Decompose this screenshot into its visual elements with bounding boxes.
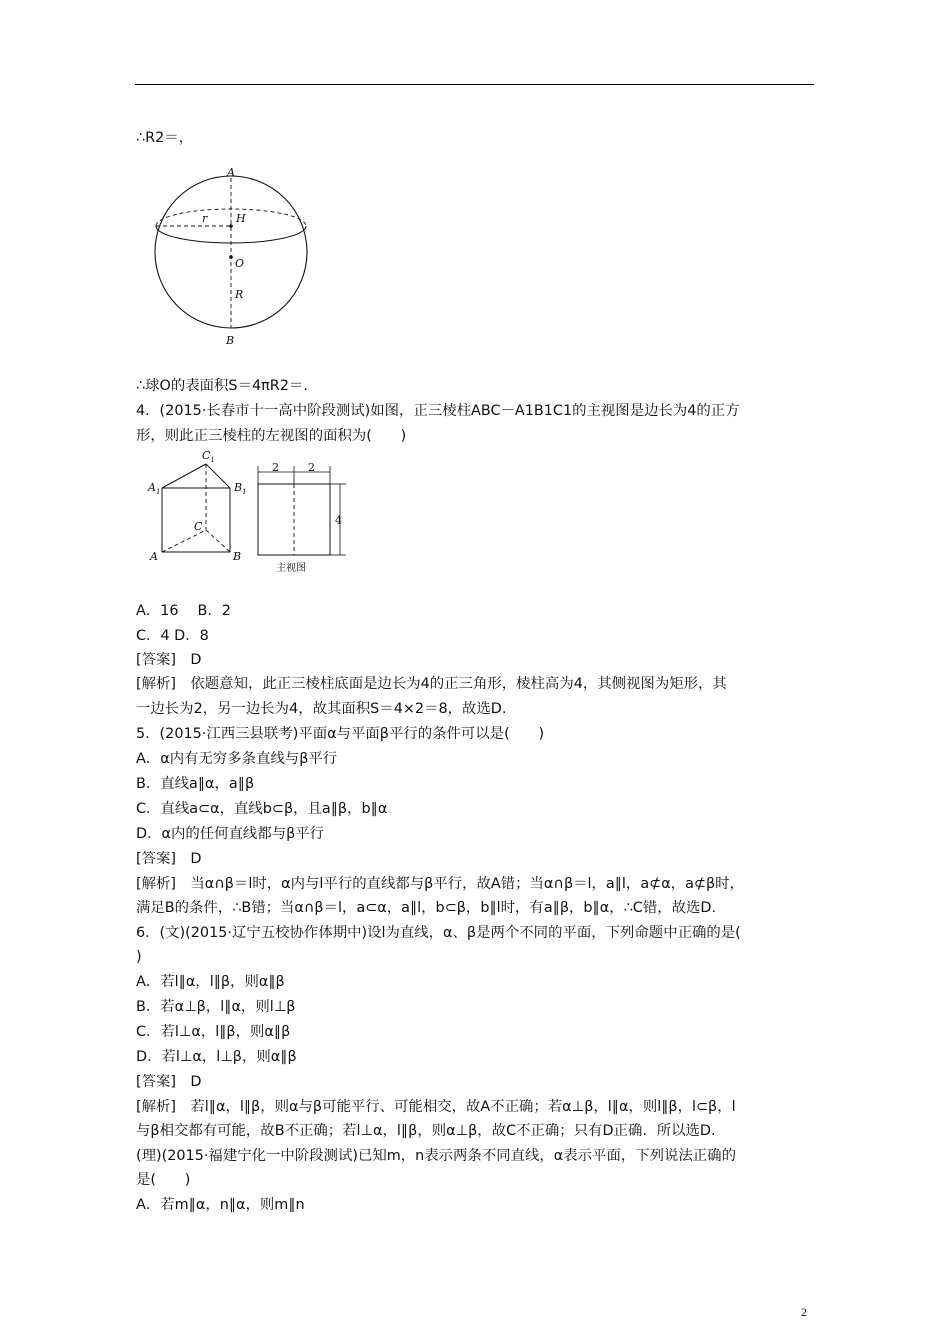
text-line: 5．(2015·江西三县联考)平面α与平面β平行的条件可以是( ) <box>136 726 545 742</box>
dim-height: 4 <box>335 514 342 527</box>
text-line: A．若m∥α，n∥α，则m∥n <box>136 1197 305 1213</box>
text-line: A．16 B．2 <box>136 603 231 619</box>
label-R: R <box>235 288 244 301</box>
dim-left: 2 <box>272 461 279 474</box>
text-line: (理)(2015·福建宁化一中阶段测试)已知m，n表示两条不同直线，α表示平面，下列说法正确的 <box>136 1148 736 1164</box>
label-C1: $C_1$ <box>202 449 215 464</box>
text-line: B．直线a∥α，a∥β <box>136 776 255 792</box>
label-A1: $A_1$ <box>148 481 161 496</box>
label-B: B <box>226 334 235 347</box>
label-H: H <box>236 212 246 225</box>
label-O: O <box>235 257 245 270</box>
text-line: D．α内的任何直线都与β平行 <box>136 826 325 842</box>
text-line: ∴R2＝， <box>136 130 194 146</box>
text-line: 与β相交都有可能，故B不正确；若l⊥α，l∥β，则α⊥β，故C不正确；只有D正确．所以选D. <box>136 1123 716 1139</box>
label-C: C <box>194 520 203 533</box>
text-line: C．若l⊥α，l∥β，则α∥β <box>136 1024 291 1040</box>
text-line: [答案] D <box>136 851 202 867</box>
text-line: 满足B的条件，∴B错；当α∩β＝l，a⊂α，a∥l，b⊂β，b∥l时，有a∥β，b∥α，∴C错，故选D. <box>136 900 717 916</box>
text-line: B．若α⊥β，l∥α，则l⊥β <box>136 999 296 1015</box>
view-caption: 主视图 <box>276 563 306 574</box>
label-B: B <box>233 550 242 563</box>
text-line: ) <box>136 949 142 965</box>
text-line: 形，则此正三棱柱的左视图的面积为( ) <box>136 428 407 444</box>
prism-figure <box>142 446 252 566</box>
text-line: [解析] 当α∩β＝l时，α内与l平行的直线都与β平行，故A错；当α∩β＝l，a∥l，a⊄α，a⊄β时， <box>136 876 744 892</box>
text-line: ∴球O的表面积S＝4πR2＝. <box>136 378 308 394</box>
text-line: [答案] D <box>136 1074 202 1090</box>
text-line: 一边长为2，另一边长为4，故其面积S＝4×2＝8，故选D. <box>136 701 507 717</box>
text-line: C．4 D．8 <box>136 628 209 644</box>
label-A: A <box>227 166 235 179</box>
text-line: [答案] D <box>136 652 202 668</box>
text-line: A．α内有无穷多条直线与β平行 <box>136 751 338 767</box>
text-line: A．若l∥α，l∥β，则α∥β <box>136 974 285 990</box>
front-view-figure <box>252 460 362 576</box>
text-line: [解析] 依题意知，此正三棱柱底面是边长为4的正三角形，棱柱高为4，其侧视图为矩形，其 <box>136 676 727 692</box>
page-number: 2 <box>801 1305 807 1319</box>
label-B1: $B_1$ <box>234 481 247 496</box>
sphere-figure <box>150 166 320 348</box>
label-A: A <box>150 550 158 563</box>
text-line: 4．(2015·长春市十一高中阶段测试)如图，正三棱柱ABC－A1B1C1的主视图是边长为4的正方 <box>136 403 740 419</box>
text-line: D．若l⊥α，l⊥β，则α∥β <box>136 1049 297 1065</box>
text-line: [解析] 若l∥α，l∥β，则α与β可能平行、可能相交，故A不正确；若α⊥β，l∥α，则l∥β，l⊂β，l <box>136 1099 736 1115</box>
dim-right: 2 <box>308 461 315 474</box>
text-line: C．直线a⊂α，直线b⊂β，且a∥β，b∥α <box>136 801 388 817</box>
header-rule <box>135 84 814 85</box>
text-line: 6．(文)(2015·辽宁五校协作体期中)设l为直线，α、β是两个不同的平面，下列命题中正确的是( <box>136 925 741 941</box>
label-r: r <box>202 212 208 225</box>
text-line: 是( ) <box>136 1172 191 1188</box>
